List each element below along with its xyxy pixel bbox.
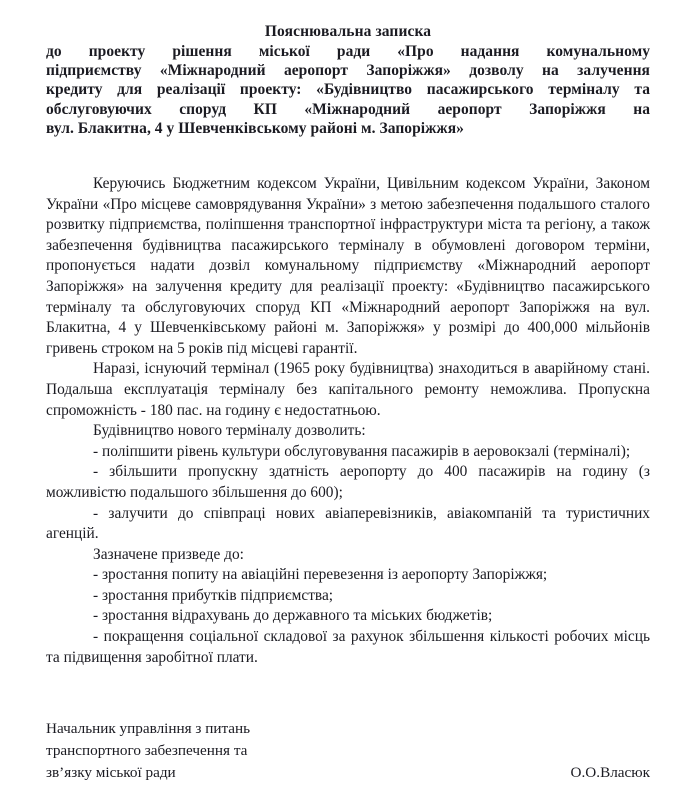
- list-item-outcome-4: - покращення соціальної складової за рахунок збільшення кількості робочих місць та підвищення заробітної плати.: [46, 628, 650, 666]
- list-item-outcome-2: - зростання прибутків підприємства;: [93, 586, 334, 604]
- list-item-benefit-1: - поліпшити рівень культури обслуговування пасажирів в аеровокзалі (терміналі);: [93, 442, 631, 460]
- heading-line-2: підприємству «Міжнародний аеропорт Запоріжжя» дозволу на залучення: [46, 62, 650, 80]
- list-intro-benefits: Будівництво нового терміналу дозволить:: [93, 422, 366, 440]
- heading-line-5: вул. Блакитна, 4 у Шевченківському районі м. Запоріжжя»: [46, 119, 464, 137]
- signature-block: [46, 718, 650, 784]
- document-title: Пояснювальна записка: [264, 23, 432, 40]
- list-item-outcome-3: - зростання відрахувань до державного та міських бюджетів;: [93, 607, 493, 625]
- list-item-benefit-2: - збільшити пропускну здатність аеропорту до 400 пасажирів на годину (з можливістю подальшого збільшення до 600);: [46, 463, 650, 501]
- paragraph-intro: Керуючись Бюджетним кодексом України, Цивільним кодексом України, Законом України «Про місцеве самоврядування України» з метою забезпечення подальшого сталого розвитку підприємства, поліпшення транспортної інфраструктури міста та регіону, а також забезпечення будівництва пасажирського терміналу в обумовлені договором терміни, пропонується надати дозвіл комунальному підприємству «Міжнародний аеропорт Запоріжжя» на залучення кредиту для реалізації проекту: «Будівництво пасажирського терміналу та обслуговуючих споруд КП «Міжнародний аеропорт Запоріжжя на вул. Блакитна, 4 у Шевченківському районі м. Запоріжжя» у розмірі до 400,000 мільйонів гривень строком на 5 років під місцеві гарантії.: [46, 175, 650, 357]
- paragraph-current-terminal: Наразі, існуючий термінал (1965 року будівництва) знаходиться в аварійному стані. Подальша експлуатація терміналу без капітального ремонту неможлива. Пропускна спроможність - 180 пас. на годину є недостатньою.: [46, 360, 650, 419]
- signature-title-line-2: транспортного забезпечення та: [46, 742, 248, 759]
- list-item-benefit-3: - залучити до співпраці нових авіаперевізників, авіакомпаній та туристичних агенцій.: [46, 504, 650, 543]
- list-intro-outcomes: Зазначене призведе до:: [93, 545, 244, 563]
- signature-name: О.О.Власюк: [570, 764, 650, 781]
- heading-line-4: обслуговуючих споруд КП «Міжнародний аеропорт Запоріжжя на: [46, 100, 650, 118]
- document-heading: [46, 42, 650, 138]
- list-item-outcome-1: - зростання попиту на авіаційні перевезення із аеропорту Запоріжжя;: [93, 566, 548, 584]
- signature-title-line-3: зв’язку міської ради: [46, 764, 176, 781]
- heading-line-1: до проекту рішення міської ради «Про надання комунальному: [46, 43, 650, 60]
- heading-line-3: кредиту для реалізації проекту: «Будівництво пасажирського терміналу та: [46, 81, 650, 99]
- signature-title-line-1: Начальник управління з питань: [46, 720, 251, 737]
- heading-body-spacer: [46, 138, 650, 174]
